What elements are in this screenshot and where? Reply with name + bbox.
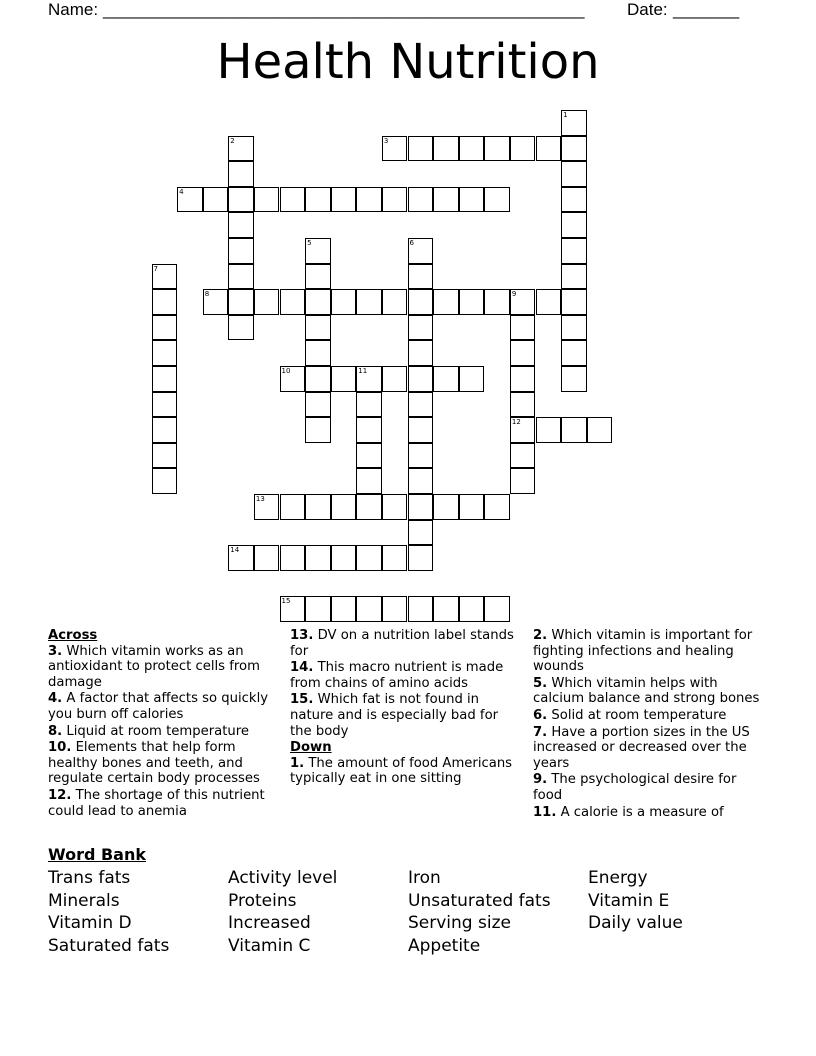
word-bank-item: Daily value [588,913,683,934]
name-label: Name: [48,0,99,19]
grid-cell[interactable] [484,136,510,162]
clue-down-11: 11. A calorie is a measure of [533,804,724,820]
grid-cell[interactable] [228,238,254,264]
grid-cell[interactable] [433,366,459,392]
date-line[interactable]: _______ [673,0,740,19]
grid-cell[interactable] [305,417,331,443]
grid-cell[interactable] [408,187,434,213]
clue-number: 12 [511,418,521,427]
clue-number: 13 [255,495,265,503]
grid-cell[interactable] [228,264,254,290]
page-title: Health Nutrition [216,34,600,90]
grid-cell[interactable] [331,366,357,392]
grid-cell[interactable] [356,392,382,418]
clue-number: 10 [281,367,291,375]
grid-cell[interactable] [510,340,536,366]
grid-cell[interactable] [305,264,331,290]
grid-cell[interactable] [356,366,382,392]
across-heading: Across [48,628,98,643]
word-bank-item: Proteins [228,890,297,911]
grid-cell[interactable] [305,187,331,213]
grid-cell[interactable] [408,417,434,443]
grid-cell[interactable] [536,289,562,315]
grid-cell[interactable] [305,366,331,392]
grid-cell[interactable] [305,289,331,315]
word-bank-item: Vitamin C [228,936,311,957]
clue-down-5: 5. Which vitamin helps with calcium balance and strong bones [533,675,760,707]
grid-cell[interactable] [228,187,254,213]
clue-across-13: 13. DV on a nutrition label stands for [290,628,514,659]
word-bank-column-3 [408,867,551,958]
grid-cell[interactable] [382,187,408,213]
grid-cell[interactable] [280,289,306,315]
grid-cell[interactable] [433,494,459,520]
grid-cell[interactable] [152,392,178,418]
grid-cell[interactable] [382,596,408,622]
grid-cell[interactable] [331,187,357,213]
grid-cell[interactable] [356,545,382,571]
clue-number: 6 [409,239,414,247]
grid-cell[interactable] [408,392,434,418]
grid-cell[interactable] [356,187,382,213]
grid-cell[interactable] [459,289,485,315]
clue-number: 5 [307,239,312,247]
grid-cell[interactable] [510,392,536,418]
word-bank-column-4 [588,867,683,935]
clue-across-4: 4. A factor that affects so quickly you burn off calories [48,691,269,722]
clue-across-12: 12. The shortage of this nutrient could lead to anemia [48,787,265,819]
clue-across-8: 8. Liquid at room temperature [48,723,249,739]
grid-cell[interactable] [536,417,562,443]
grid-cell[interactable] [510,417,536,443]
grid-cell[interactable] [305,238,331,264]
grid-cell[interactable] [484,494,510,520]
grid-cell[interactable] [510,289,536,315]
grid-cell[interactable] [484,289,510,315]
grid-cell[interactable] [408,264,434,290]
word-bank-item: Unsaturated fats [408,890,551,911]
clue-number: 15 [281,597,291,606]
grid-cell[interactable] [484,187,510,213]
grid-cell[interactable] [228,136,254,162]
grid-cell[interactable] [408,520,434,546]
grid-cell[interactable] [228,315,254,341]
clue-number: 8 [204,290,210,299]
grid-cell[interactable] [408,468,434,494]
clue-down-6: 6. Solid at room temperature [533,707,727,723]
grid-cell[interactable] [254,545,280,571]
grid-cell[interactable] [331,494,357,520]
grid-cell[interactable] [459,136,485,162]
grid-cell[interactable] [459,187,485,213]
grid-cell[interactable] [152,264,178,290]
grid-cell[interactable] [382,136,408,162]
word-bank-item: Iron [408,868,441,888]
word-bank-column-1 [48,867,169,958]
grid-cell[interactable] [305,596,331,622]
grid-cell[interactable] [152,468,178,494]
grid-cell[interactable] [177,187,203,213]
grid-cell[interactable] [305,545,331,571]
grid-cell[interactable] [561,315,587,341]
grid-cell[interactable] [280,187,306,213]
grid-cell[interactable] [408,340,434,366]
grid-cell[interactable] [382,366,408,392]
grid-cell[interactable] [382,545,408,571]
word-bank-item: Vitamin D [48,913,132,934]
grid-cell[interactable] [254,289,280,315]
grid-cell[interactable] [587,417,613,443]
grid-cell[interactable] [561,340,587,366]
grid-cell[interactable] [510,136,536,162]
word-bank-column-2 [228,867,337,958]
clue-down-2: 2. Which vitamin is important for fighting infections and healing wounds [533,628,753,675]
clue-across-14: 14. This macro nutrient is made from chains of amino acids [290,660,504,691]
grid-cell[interactable] [510,315,536,341]
clue-across-15: 15. Which fat is not found in nature and is especially bad for the body [290,692,499,739]
grid-cell[interactable] [152,289,178,315]
grid-cell[interactable] [408,315,434,341]
clue-number: 9 [511,290,517,299]
grid-cell[interactable] [408,366,434,392]
date-label: Date: [627,0,668,19]
grid-cell[interactable] [536,136,562,162]
clue-number: 14 [230,546,240,555]
word-bank-item: Minerals [48,890,120,911]
word-bank-item: Appetite [408,936,481,957]
grid-cell[interactable] [561,417,587,443]
grid-cell[interactable] [356,494,382,520]
grid-cell[interactable] [484,596,510,622]
clue-number: 3 [383,136,389,145]
grid-cell[interactable] [228,545,254,571]
grid-cell[interactable] [152,366,178,392]
grid-cell[interactable] [254,187,280,213]
grid-cell[interactable] [152,315,178,341]
grid-cell[interactable] [382,289,408,315]
word-bank-item: Activity level [228,868,338,888]
grid-cell[interactable] [459,366,485,392]
grid-cell[interactable] [152,417,178,443]
word-bank-item: Trans fats [48,868,131,888]
grid-cell[interactable] [433,187,459,213]
word-bank-item: Energy [588,868,648,888]
grid-cell[interactable] [331,596,357,622]
clues-column-1 [48,628,276,820]
grid-cell[interactable] [152,443,178,469]
grid-cell[interactable] [561,136,587,162]
grid-cell[interactable] [561,366,587,392]
grid-cell[interactable] [305,340,331,366]
name-line[interactable]: ____________________________________________________ [103,0,585,19]
grid-cell[interactable] [254,494,280,520]
grid-cell[interactable] [356,443,382,469]
grid-cell[interactable] [561,264,587,290]
grid-cell[interactable] [305,392,331,418]
grid-cell[interactable] [459,596,485,622]
clue-number: 1 [563,111,568,119]
clue-across-10: 10. Elements that help form healthy bones and teeth, and regulate certain body processes [48,740,260,787]
grid-cell[interactable] [356,417,382,443]
grid-cell[interactable] [331,289,357,315]
grid-cell[interactable] [510,443,536,469]
clue-number: 2 [230,136,235,145]
grid-cell[interactable] [382,494,408,520]
clue-across-3: 3. Which vitamin works as an antioxidant to protect cells from damage [48,643,260,690]
grid-cell[interactable] [203,289,229,315]
grid-cell[interactable] [305,315,331,341]
down-heading: Down [290,740,332,756]
clues-column-3 [533,628,768,821]
grid-cell[interactable] [408,289,434,315]
clue-number: 7 [153,264,158,273]
grid-cell[interactable] [228,289,254,315]
clue-down-9: 9. The psychological desire for food [533,772,737,803]
grid-cell[interactable] [459,494,485,520]
grid-cell[interactable] [203,187,229,213]
grid-cell[interactable] [356,468,382,494]
grid-cell[interactable] [408,443,434,469]
clues-column-2 [290,628,518,788]
grid-cell[interactable] [408,494,434,520]
grid-cell[interactable] [433,289,459,315]
grid-cell[interactable] [280,545,306,571]
grid-cell[interactable] [561,187,587,213]
grid-cell[interactable] [356,596,382,622]
word-bank-item: Serving size [408,913,511,934]
clue-number: 4 [179,187,184,196]
word-bank-heading: Word Bank [48,845,147,864]
grid-cell[interactable] [408,596,434,622]
grid-cell[interactable] [408,545,434,571]
grid-cell[interactable] [331,545,357,571]
word-bank-item: Saturated fats [48,936,170,957]
grid-cell[interactable] [510,468,536,494]
grid-cell[interactable] [305,494,331,520]
grid-cell[interactable] [356,289,382,315]
grid-cell[interactable] [561,212,587,238]
grid-cell[interactable] [433,596,459,622]
grid-cell[interactable] [408,136,434,162]
clue-number: 11 [358,367,368,375]
grid-cell[interactable] [228,212,254,238]
grid-cell[interactable] [433,136,459,162]
grid-cell[interactable] [280,596,306,622]
word-bank-item: Vitamin E [588,890,670,911]
grid-cell[interactable] [510,366,536,392]
grid-cell[interactable] [561,289,587,315]
grid-cell[interactable] [228,161,254,187]
grid-cell[interactable] [561,110,587,136]
clue-down-7: 7. Have a portion sizes in the US increased or decreased over the years [533,724,750,771]
grid-cell[interactable] [152,340,178,366]
grid-cell[interactable] [280,366,306,392]
grid-cell[interactable] [408,238,434,264]
grid-cell[interactable] [280,494,306,520]
clue-down-1: 1. The amount of food Americans typically eat in one sitting [290,755,513,787]
grid-cell[interactable] [561,161,587,187]
word-bank-item: Increased [228,913,311,934]
grid-cell[interactable] [561,238,587,264]
